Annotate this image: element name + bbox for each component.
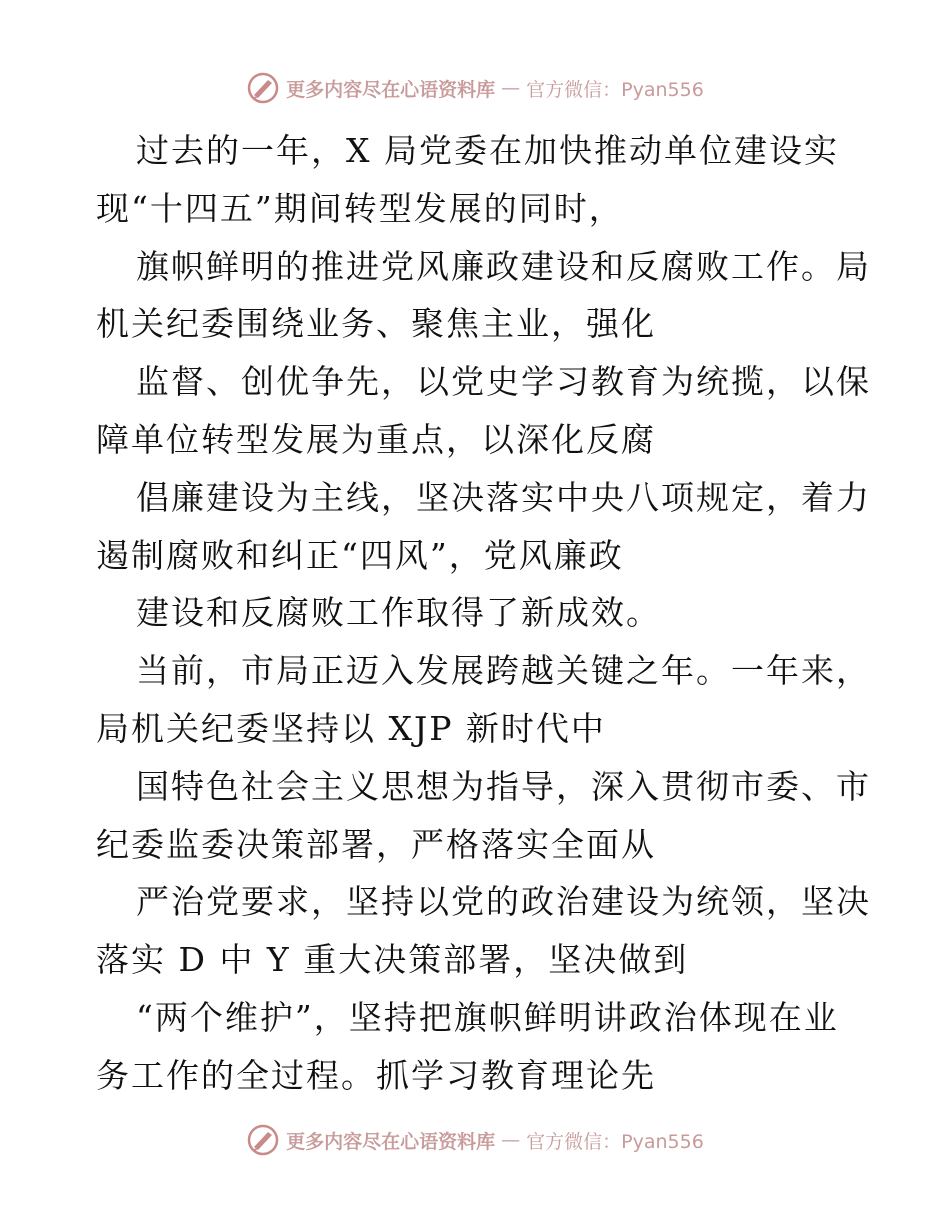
watermark-separator: — [501, 1129, 521, 1151]
text-line: 监督、创优争先，以党史学习教育为统揽，以保 [136, 362, 871, 402]
watermark-text: 更多内容尽在心语资料库 [286, 78, 496, 101]
text-line: 建设和反腐败工作取得了新成效。 [136, 593, 661, 633]
text-line: 机关纪委围绕业务、聚焦主业，强化 [96, 304, 656, 344]
text-line: 严治党要求，坚持以党的政治建设为统领，坚决 [136, 882, 871, 922]
text-line: 局机关纪委坚持以 XJP 新时代中 [96, 708, 606, 748]
text-line: 旗帜鲜明的推进党风廉政建设和反腐败工作。局 [136, 246, 871, 286]
header-watermark [0, 68, 950, 108]
pen-logo-icon [246, 71, 280, 105]
watermark-wechat: 官方微信：Pyan556 [526, 78, 704, 101]
watermark-wechat: 官方微信：Pyan556 [526, 1130, 704, 1153]
text-line: 当前，市局正迈入发展跨越关键之年。一年来， [136, 651, 871, 691]
pen-logo-icon [246, 1123, 280, 1157]
watermark-separator: — [501, 77, 521, 99]
watermark-text: 更多内容尽在心语资料库 [286, 1130, 496, 1153]
text-line: 过去的一年，X 局党委在加快推动单位建设实 [136, 131, 839, 170]
text-line: 倡廉建设为主线，坚决落实中央八项规定，着力 [136, 477, 871, 517]
text-line: 遏制腐败和纠正“四风”，党风廉政 [96, 535, 624, 575]
text-line: 国特色社会主义思想为指导，深入贯彻市委、市 [136, 766, 871, 806]
text-line: 落实 D 中 Y 重大决策部署，坚决做到 [96, 940, 689, 980]
text-line: 障单位转型发展为重点，以深化反腐 [96, 419, 656, 459]
text-line: 纪委监委决策部署，严格落实全面从 [96, 824, 656, 864]
document-body [96, 122, 871, 1105]
text-line: 务工作的全过程。抓学习教育理论先 [96, 1055, 656, 1095]
text-line: 现“十四五”期间转型发展的同时， [96, 188, 624, 228]
footer-watermark [0, 1120, 950, 1160]
text-line: “两个维护”，坚持把旗帜鲜明讲政治体现在业 [136, 997, 839, 1037]
